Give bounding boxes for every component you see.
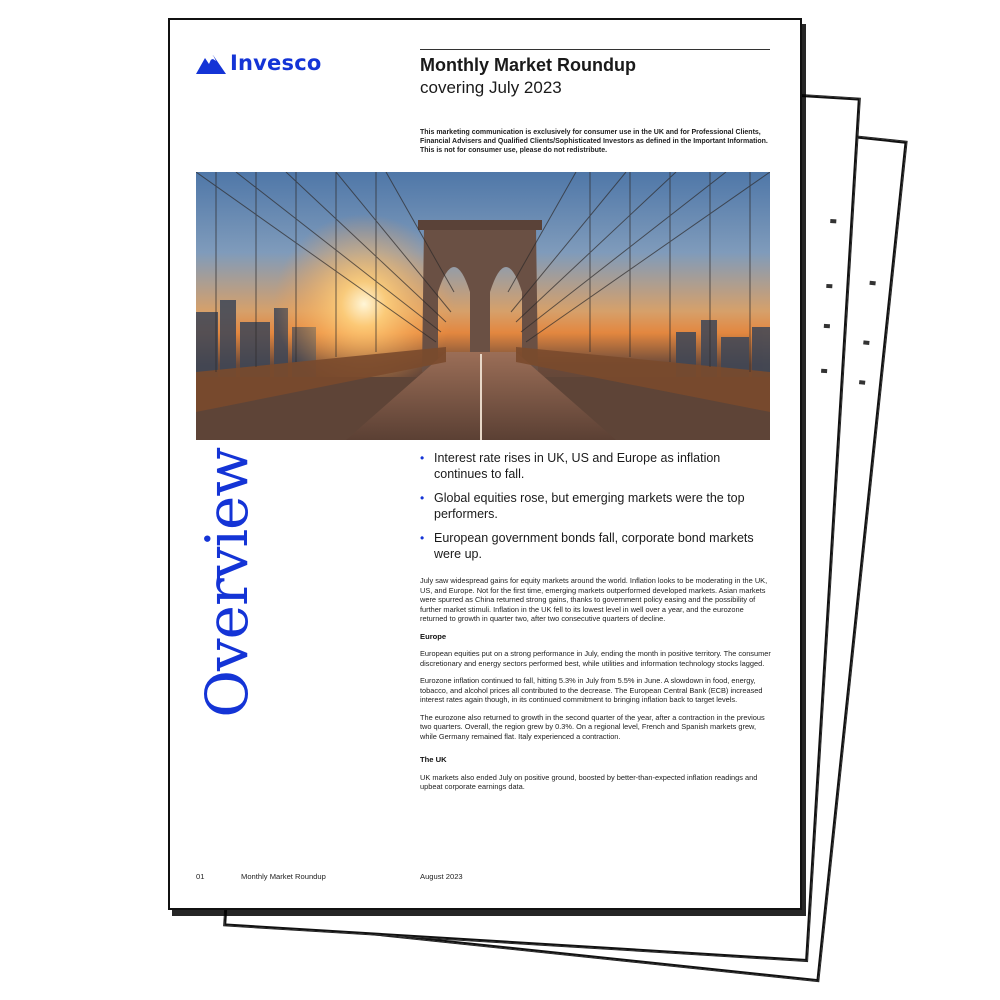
footer-page-number: 01 [196, 872, 205, 881]
key-point-text: Interest rate rises in UK, US and Europe as inflation continues to fall. [434, 451, 721, 481]
page-mark [869, 281, 875, 286]
section-title-vertical [193, 448, 261, 798]
document-page [168, 18, 802, 910]
page-mark [824, 324, 830, 328]
document-subtitle: covering July 2023 [420, 78, 562, 97]
key-point [420, 530, 770, 562]
disclaimer-text: This marketing communication is exclusively for consumer use in the UK and for Professional Clients, Financial Advisers and Qualified Clients/Sophisticated Investors as defined in the Important Information. This is not for consumer use, please do not redistribute. [420, 129, 768, 154]
key-point [420, 490, 770, 522]
key-point-text: Global equities rose, but emerging markets were the top performers. [434, 491, 745, 521]
europe-paragraph-2: Eurozone inflation continued to fall, hitting 5.3% in July from 5.5% in June. A slowdown in food, energy, tobacco, and alcohol prices all contributed to the decrease. The European Central Bank (ECB) increased interest rates again though, in its continued commitment to bringing inflation back to target levels. [420, 676, 763, 704]
uk-paragraph-1: UK markets also ended July on positive ground, boosted by better-than-expected inflation readings and upbeat corporate earnings data. [420, 772, 758, 791]
intro-paragraph: July saw widespread gains for equity markets around the world. Inflation looks to be moderating in the UK, US, and Europe. Not for the first time, emerging markets outperformed developed markets. Asian markets were spurred as China returned strong gains, thanks to government policy easing and the possibility of further market stimuli. Inflation in the UK fell to its lowest level in well over a year, and the eurozone returned to growth in quarter two, after two consecutive quarters of decline. [420, 576, 768, 623]
page-mark [821, 369, 827, 373]
footer-doc-title: Monthly Market Roundup [241, 872, 326, 881]
page-mark [826, 284, 832, 288]
key-point [420, 450, 770, 482]
bullet-icon: • [420, 531, 425, 545]
body-text [420, 576, 772, 800]
bullet-icon: • [420, 451, 425, 465]
invesco-mountain-icon [196, 52, 226, 74]
page-mark [859, 380, 865, 385]
europe-paragraph-1: European equities put on a strong performance in July, ending the month in positive territory. The consumer discretionary and energy sectors performed best, while utilities and information technology stocks lagged. [420, 649, 771, 668]
footer-date: August 2023 [420, 872, 463, 881]
page-mark [863, 340, 869, 345]
europe-paragraph-3: The eurozone also returned to growth in the second quarter of the year, after a contraction in the previous two quarters. Overall, the region grew by 0.3%. On a regional level, French and Spanish markets grew, while Germany remained flat. Italy experienced a contraction. [420, 712, 765, 741]
brand-name: Invesco [230, 51, 322, 75]
key-point-text: European government bonds fall, corporate bond markets were up. [434, 531, 754, 561]
page-mark [830, 219, 836, 223]
key-points-list [420, 450, 770, 570]
bridge-photo [196, 172, 770, 440]
document-title: Monthly Market Roundup [420, 55, 636, 75]
overview-heading: Overview [193, 448, 261, 718]
uk-heading: The UK [420, 755, 447, 764]
brand-logo [196, 50, 321, 76]
europe-heading: Europe [420, 631, 447, 641]
header-rule [420, 49, 770, 50]
bullet-icon: • [420, 491, 425, 505]
